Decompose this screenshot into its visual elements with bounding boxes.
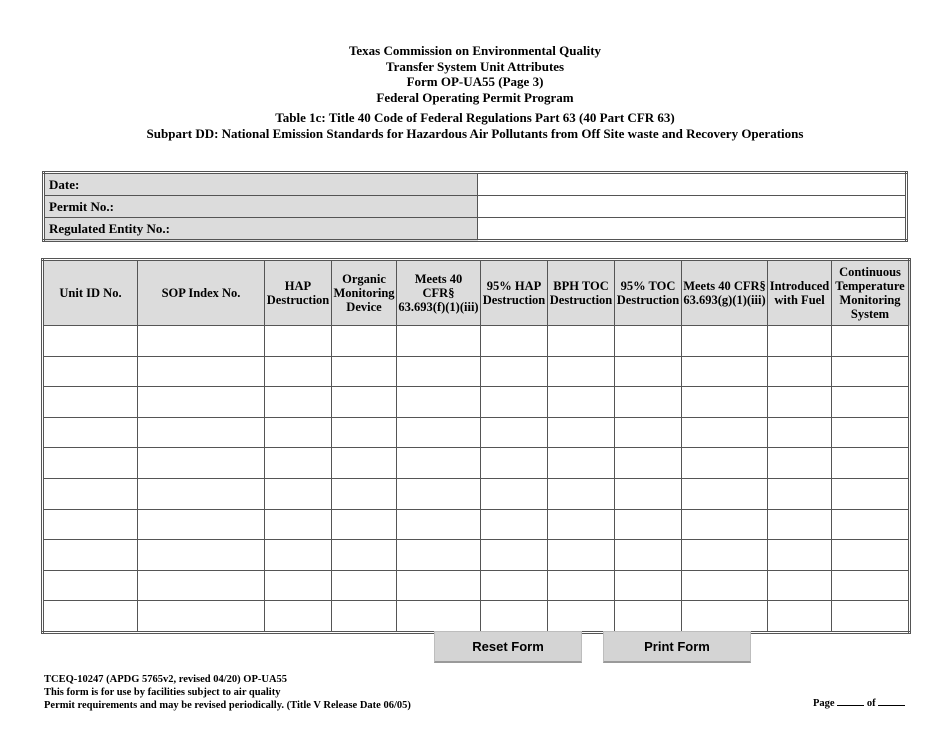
table-cell-input[interactable] xyxy=(332,326,397,357)
table-cell-input[interactable] xyxy=(138,448,265,479)
page-total-blank[interactable] xyxy=(878,696,905,706)
table-cell-input[interactable] xyxy=(615,387,682,418)
table-cell-input[interactable] xyxy=(682,448,768,479)
form-number: Form OP-UA55 (Page 3) xyxy=(406,74,544,89)
table-cell-input[interactable] xyxy=(332,417,397,448)
table-cell-input[interactable] xyxy=(615,326,682,357)
table-cell-input[interactable] xyxy=(768,448,832,479)
table-cell-input[interactable] xyxy=(481,509,548,540)
table-cell-input[interactable] xyxy=(832,570,910,601)
table-cell-input[interactable] xyxy=(43,417,138,448)
subpart-title: Subpart DD: National Emission Standards for Hazardous Air Pollutants from Off Site waste and Recovery Operations xyxy=(146,125,804,141)
table-cell-input[interactable] xyxy=(548,448,615,479)
table-row xyxy=(43,356,910,387)
table-cell-input[interactable] xyxy=(768,387,832,418)
table-cell-input[interactable] xyxy=(332,509,397,540)
table-cell-input[interactable] xyxy=(615,356,682,387)
regulated-entity-field[interactable] xyxy=(478,218,907,241)
table-cell-input[interactable] xyxy=(43,509,138,540)
col-introduced-fuel: Introduced with Fuel xyxy=(768,260,832,326)
table-cell-input[interactable] xyxy=(615,448,682,479)
table-cell-input[interactable] xyxy=(332,356,397,387)
table-cell-input[interactable] xyxy=(138,356,265,387)
table-cell-input[interactable] xyxy=(548,478,615,509)
table-cell-input[interactable] xyxy=(682,356,768,387)
page-number-blank[interactable] xyxy=(837,696,864,706)
table-cell-input[interactable] xyxy=(548,387,615,418)
table-cell-input[interactable] xyxy=(768,509,832,540)
table-cell-input[interactable] xyxy=(397,387,481,418)
table-body xyxy=(43,326,910,633)
table-cell-input[interactable] xyxy=(548,540,615,571)
table-cell-input[interactable] xyxy=(265,601,332,633)
regulated-entity-label: Regulated Entity No.: xyxy=(44,218,478,241)
unit-attributes-table xyxy=(41,258,911,634)
table-cell-input[interactable] xyxy=(397,540,481,571)
col-bph-toc: BPH TOC Destruction xyxy=(548,260,615,326)
table-cell-input[interactable] xyxy=(548,417,615,448)
table-cell-input[interactable] xyxy=(768,601,832,633)
info-row xyxy=(44,173,907,196)
info-table xyxy=(42,171,908,242)
table-cell-input[interactable] xyxy=(481,326,548,357)
table-header xyxy=(0,110,950,141)
table-row xyxy=(43,326,910,357)
table-cell-input[interactable] xyxy=(682,570,768,601)
table-cell-input[interactable] xyxy=(397,356,481,387)
table-cell-input[interactable] xyxy=(138,417,265,448)
table-cell-input[interactable] xyxy=(682,478,768,509)
table-cell-input[interactable] xyxy=(548,326,615,357)
table-cell-input[interactable] xyxy=(832,326,910,357)
table-cell-input[interactable] xyxy=(138,601,265,633)
table-cell-input[interactable] xyxy=(682,601,768,633)
col-organic-monitoring: Organic Monitoring Device xyxy=(332,260,397,326)
table-cell-input[interactable] xyxy=(481,570,548,601)
table-row xyxy=(43,387,910,418)
info-row xyxy=(44,196,907,218)
table-cell-input[interactable] xyxy=(832,509,910,540)
table-title: Table 1c: Title 40 Code of Federal Regulations Part 63 (40 Part CFR 63) xyxy=(275,110,675,125)
table-cell-input[interactable] xyxy=(768,417,832,448)
table-row xyxy=(43,570,910,601)
table-cell-input[interactable] xyxy=(682,540,768,571)
table-cell-input[interactable] xyxy=(332,387,397,418)
col-hap-destruction: HAP Destruction xyxy=(265,260,332,326)
table-cell-input[interactable] xyxy=(481,448,548,479)
table-row xyxy=(43,601,910,633)
table-cell-input[interactable] xyxy=(397,509,481,540)
table-cell-input[interactable] xyxy=(615,570,682,601)
col-temperature-monitoring: Continuous Temperature Monitoring System xyxy=(832,260,910,326)
form-header xyxy=(0,43,950,105)
table-cell-input[interactable] xyxy=(832,448,910,479)
table-cell-input[interactable] xyxy=(682,509,768,540)
table-cell-input[interactable] xyxy=(397,601,481,633)
table-cell-input[interactable] xyxy=(832,387,910,418)
permit-no-field[interactable] xyxy=(478,196,907,218)
table-cell-input[interactable] xyxy=(548,570,615,601)
print-form-button[interactable]: Print Form xyxy=(603,631,751,663)
reset-form-button[interactable]: Reset Form xyxy=(434,631,582,663)
table-cell-input[interactable] xyxy=(265,509,332,540)
table-cell-input[interactable] xyxy=(682,387,768,418)
table-cell-input[interactable] xyxy=(138,570,265,601)
table-cell-input[interactable] xyxy=(43,326,138,357)
table-row xyxy=(43,509,910,540)
table-row xyxy=(43,417,910,448)
table-cell-input[interactable] xyxy=(397,417,481,448)
col-sop-index: SOP Index No. xyxy=(138,260,265,326)
permit-no-label: Permit No.: xyxy=(44,196,478,218)
page-number xyxy=(813,696,905,709)
table-cell-input[interactable] xyxy=(138,326,265,357)
table-cell-input[interactable] xyxy=(768,478,832,509)
table-cell-input[interactable] xyxy=(43,356,138,387)
table-cell-input[interactable] xyxy=(768,326,832,357)
table-cell-input[interactable] xyxy=(332,478,397,509)
table-cell-input[interactable] xyxy=(332,601,397,633)
table-cell-input[interactable] xyxy=(832,601,910,633)
footer xyxy=(44,673,411,712)
date-field[interactable] xyxy=(478,173,907,196)
table-cell-input[interactable] xyxy=(397,478,481,509)
col-unit-id: Unit ID No. xyxy=(43,260,138,326)
table-cell-input[interactable] xyxy=(265,540,332,571)
table-cell-input[interactable] xyxy=(832,417,910,448)
table-cell-input[interactable] xyxy=(138,387,265,418)
table-cell-input[interactable] xyxy=(265,448,332,479)
table-cell-input[interactable] xyxy=(615,417,682,448)
table-cell-input[interactable] xyxy=(265,478,332,509)
footer-form-id: TCEQ-10247 (APDG 5765v2, revised 04/20) OP-UA55 xyxy=(44,674,288,685)
table-cell-input[interactable] xyxy=(43,570,138,601)
table-cell-input[interactable] xyxy=(397,448,481,479)
program-name: Federal Operating Permit Program xyxy=(376,89,574,105)
table-cell-input[interactable] xyxy=(43,601,138,633)
table-cell-input[interactable] xyxy=(265,326,332,357)
date-label: Date: xyxy=(44,173,478,196)
table-cell-input[interactable] xyxy=(43,448,138,479)
col-95-hap: 95% HAP Destruction xyxy=(481,260,548,326)
table-cell-input[interactable] xyxy=(332,540,397,571)
footer-revision-note: Permit requirements and may be revised periodically. (Title V Release Date 06/05) xyxy=(44,700,411,711)
page-label: Page xyxy=(813,698,835,709)
col-meets-g: Meets 40 CFR§ 63.693(g)(1)(iii) xyxy=(682,260,768,326)
table-cell-input[interactable] xyxy=(265,417,332,448)
table-cell-input[interactable] xyxy=(481,417,548,448)
table-cell-input[interactable] xyxy=(265,356,332,387)
col-95-toc: 95% TOC Destruction xyxy=(615,260,682,326)
table-cell-input[interactable] xyxy=(332,448,397,479)
table-cell-input[interactable] xyxy=(43,387,138,418)
column-header-row xyxy=(43,260,910,326)
table-cell-input[interactable] xyxy=(43,540,138,571)
info-row xyxy=(44,218,907,241)
table-cell-input[interactable] xyxy=(43,478,138,509)
of-label: of xyxy=(866,698,876,709)
table-row xyxy=(43,478,910,509)
table-cell-input[interactable] xyxy=(332,570,397,601)
table-cell-input[interactable] xyxy=(265,387,332,418)
table-cell-input[interactable] xyxy=(768,570,832,601)
table-cell-input[interactable] xyxy=(138,540,265,571)
table-cell-input[interactable] xyxy=(615,601,682,633)
table-cell-input[interactable] xyxy=(397,570,481,601)
table-cell-input[interactable] xyxy=(682,326,768,357)
table-cell-input[interactable] xyxy=(768,356,832,387)
table-cell-input[interactable] xyxy=(768,540,832,571)
table-cell-input[interactable] xyxy=(548,601,615,633)
table-cell-input[interactable] xyxy=(615,540,682,571)
agency-name: Texas Commission on Environmental Quality xyxy=(348,43,602,58)
table-cell-input[interactable] xyxy=(548,509,615,540)
table-cell-input[interactable] xyxy=(138,478,265,509)
footer-usage-note: This form is for use by facilities subject to air quality xyxy=(44,687,281,698)
table-cell-input[interactable] xyxy=(615,478,682,509)
table-cell-input[interactable] xyxy=(138,509,265,540)
table-row xyxy=(43,540,910,571)
table-cell-input[interactable] xyxy=(832,540,910,571)
table-row xyxy=(43,448,910,479)
table-cell-input[interactable] xyxy=(832,478,910,509)
table-cell-input[interactable] xyxy=(481,356,548,387)
table-cell-input[interactable] xyxy=(481,540,548,571)
table-cell-input[interactable] xyxy=(832,356,910,387)
form-title: Transfer System Unit Attributes xyxy=(385,58,565,74)
table-cell-input[interactable] xyxy=(481,478,548,509)
table-cell-input[interactable] xyxy=(265,570,332,601)
table-cell-input[interactable] xyxy=(548,356,615,387)
table-cell-input[interactable] xyxy=(615,509,682,540)
table-cell-input[interactable] xyxy=(682,417,768,448)
table-cell-input[interactable] xyxy=(481,387,548,418)
col-meets-f: Meets 40 CFR§ 63.693(f)(1)(iii) xyxy=(397,260,481,326)
table-cell-input[interactable] xyxy=(481,601,548,633)
table-cell-input[interactable] xyxy=(397,326,481,357)
